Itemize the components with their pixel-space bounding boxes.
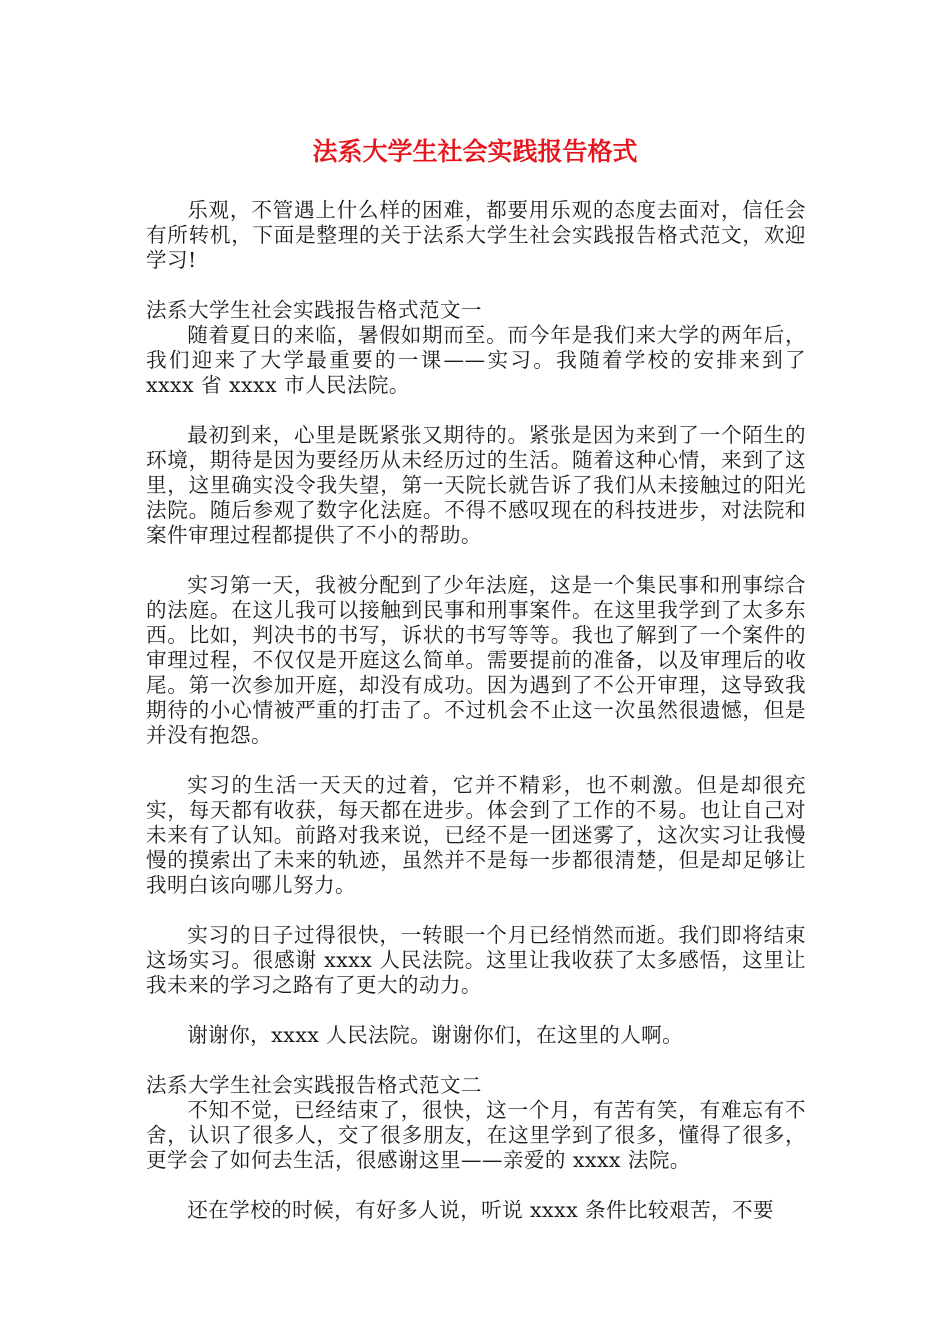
section-heading-2: 法系大学生社会实践报告格式范文二 [146, 1073, 482, 1097]
section1-paragraph-6: 谢谢你，xxxx 人民法院。谢谢你们，在这里的人啊。 [187, 1023, 684, 1047]
section1-paragraph-3: 实习第一天，我被分配到了少年法庭，这是一个集民事和刑事综合的法庭。在这儿我可以接触到民事和刑事案件。在这里我学到了太多东西。比如，判决书的书写，诉状的书写等等。我也了解到了一个案件的审理过程，不仅仅是开庭这么简单。需要提前的准备，以及审理后的收尾。第一次参加开庭，却没有成功。因为遇到了不公开审理，这导致我期待的小心情被严重的打击了。不过机会不止这一次虽然很遗憾，但是并没有抱怨。 [146, 573, 806, 747]
intro-paragraph: 乐观，不管遇上什么样的困难，都要用乐观的态度去面对，信任会有所转机，下面是整理的关于法系大学生社会实践报告格式范文，欢迎学习! [146, 198, 806, 272]
document-body [146, 198, 806, 1223]
paragraph-spacer [146, 1048, 806, 1073]
section-heading-1: 法系大学生社会实践报告格式范文一 [146, 298, 482, 322]
section2-paragraph-2: 还在学校的时候，有好多人说，听说 xxxx 条件比较艰苦，不要 [187, 1198, 774, 1222]
paragraph-spacer [146, 548, 806, 573]
section2-paragraph-1: 不知不觉，已经结束了，很快，这一个月，有苦有笑，有难忘有不舍，认识了很多人，交了很多朋友，在这里学到了很多，懂得了很多，更学会了如何去生活，很感谢这里——亲爱的 xxxx 法院。 [146, 1098, 806, 1172]
paragraph-spacer [146, 898, 806, 923]
paragraph-spacer [146, 1173, 806, 1198]
paragraph-spacer [146, 273, 806, 298]
paragraph-spacer [146, 398, 806, 423]
paragraph-spacer [146, 748, 806, 773]
section1-paragraph-4: 实习的生活一天天的过着，它并不精彩，也不刺激。但是却很充实，每天都有收获，每天都在进步。体会到了工作的不易。也让自己对未来有了认知。前路对我来说，已经不是一团迷雾了，这次实习让我慢慢的摸索出了未来的轨迹，虽然并不是每一步都很清楚，但是却足够让我明白该向哪儿努力。 [146, 773, 806, 897]
section1-paragraph-2: 最初到来，心里是既紧张又期待的。紧张是因为来到了一个陌生的环境，期待是因为要经历从未经历过的生活。随着这种心情，来到了这里，这里确实没令我失望，第一天院长就告诉了我们从未接触过的阳光法院。随后参观了数字化法庭。不得不感叹现在的科技进步，对法院和案件审理过程都提供了不小的帮助。 [146, 423, 806, 547]
section1-paragraph-5: 实习的日子过得很快，一转眼一个月已经悄然而逝。我们即将结束这场实习。很感谢 xxxx 人民法院。这里让我收获了太多感悟，这里让我未来的学习之路有了更大的动力。 [146, 923, 806, 997]
paragraph-spacer [146, 998, 806, 1023]
document-title: 法系大学生社会实践报告格式 [312, 137, 638, 166]
section1-paragraph-1: 随着夏日的来临，暑假如期而至。而今年是我们来大学的两年后，我们迎来了大学最重要的一课——实习。我随着学校的安排来到了 xxxx 省 xxxx 市人民法院。 [146, 323, 806, 397]
